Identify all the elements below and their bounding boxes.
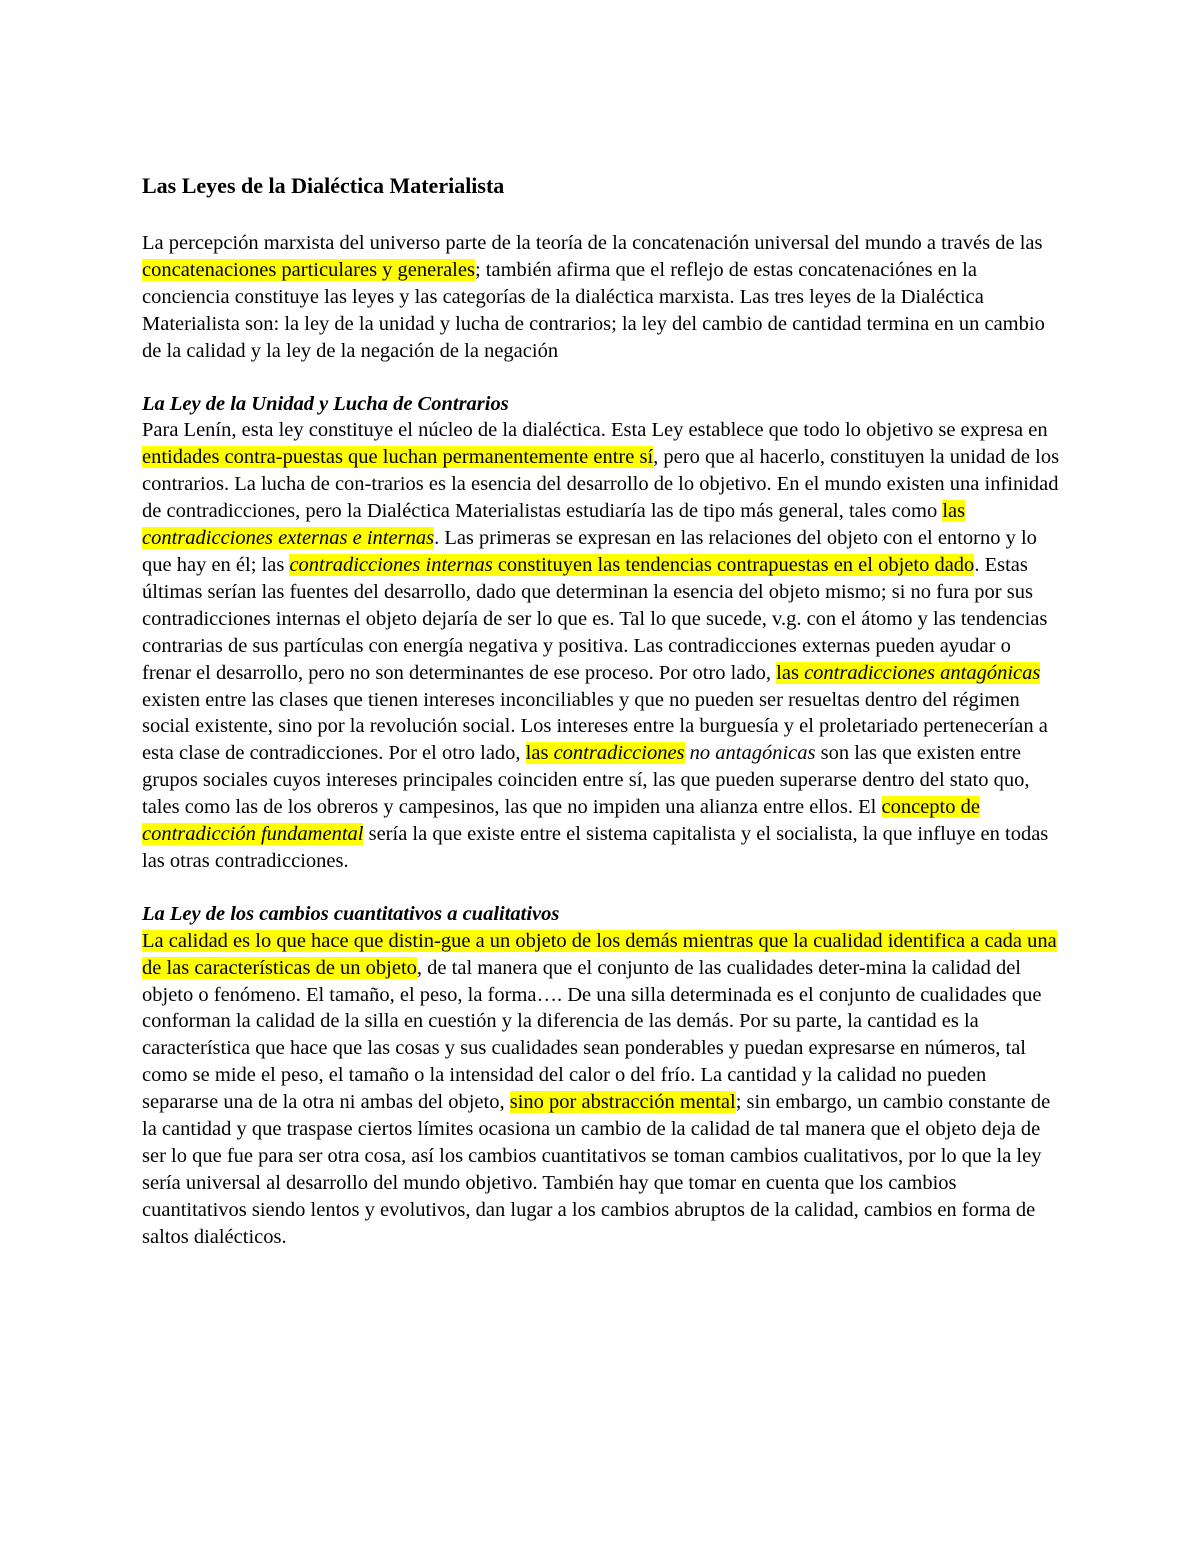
highlighted-text: contradicción fundamental	[142, 823, 364, 846]
section-paragraph-unidad-lucha	[142, 417, 1062, 874]
highlighted-text: La calidad es lo que hace que distin-gue a un objeto de los demás mientras que la cualidad identifica a cada una de las características de un objeto	[142, 929, 1057, 979]
highlighted-text: sino por abstracción mental	[509, 1091, 736, 1114]
highlighted-text: las	[525, 742, 554, 765]
highlighted-text: contradicciones externas e internas	[142, 527, 435, 550]
text-run: , de tal manera que el conjunto de las cualidades deter-mina la calidad del objeto o fenómeno. El tamaño, el peso, la forma…. De una silla determinada es el conjunto de cualidades que conforman la calidad de la silla en cuestión y la diferencia de las demás. Por su parte, la cantidad es la característica que hace que las cosas y sus cualidades sean ponderables y puedan expresarse en números, tal como se mide el peso, el tamaño o la intensidad del calor o del frío. La cantidad y la calidad no pueden separarse una de la otra ni ambas del objeto,	[142, 956, 1042, 1114]
section-heading-unidad-lucha: La Ley de la Unidad y Lucha de Contrarios	[142, 392, 509, 415]
highlighted-text: contradicciones	[553, 742, 685, 765]
text-run: sería la que existe entre el sistema capitalista y el socialista, la que influye en todas las otras contradicciones.	[142, 823, 1049, 872]
highlighted-text: concatenaciones particulares y generales	[142, 258, 475, 281]
highlighted-text: entidades contra-puestas que luchan permanentemente entre sí	[142, 446, 654, 469]
section-heading-cambios-cuantitativos: La Ley de los cambios cuantitativos a cualitativos	[142, 902, 560, 925]
document-title: Las Leyes de la Dialéctica Materialista	[142, 173, 505, 198]
highlighted-text: contradicciones internas	[289, 553, 493, 576]
highlighted-text: las	[942, 500, 966, 523]
text-run: no antagónicas	[684, 742, 816, 765]
section-paragraph-cambios-cuantitativos	[142, 928, 1062, 1251]
highlighted-text: concepto de	[881, 796, 980, 819]
text-run: . Las primeras se expresan en las relaciones del objeto con el entorno y lo que hay en él; las	[142, 527, 1037, 576]
document-body	[142, 170, 1062, 1251]
text-run: ; sin embargo, un cambio constante de la cantidad y que traspase ciertos límites ocasiona un cambio de la calidad de tal manera que el objeto deja de ser lo que fue para ser otra cosa, así los cambios cuantitativos se toman cambios cualitativos, por lo que la ley sería universal al desarrollo del mundo objetivo. También hay que tomar en cuenta que los cambios cuantitativos siendo lentos y evolutivos, dan lugar a los cambios abruptos de la calidad, cambios en forma de saltos dialécticos.	[142, 1091, 1051, 1248]
highlighted-text: las	[776, 661, 805, 684]
text-run: . Estas últimas serían las fuentes del desarrollo, dado que determinan la esencia del objeto mismo; si no fura por sus contradicciones internas el objeto dejaría de ser lo que es. Tal lo que sucede, v.g. con el átomo y las tendencias contrarias de sus partículas con energía negativa y positiva. Las contradicciones externas pueden ayudar o frenar el desarrollo, pero no son determinantes de ese proceso. Por otro lado,	[142, 553, 1048, 684]
intro-paragraph	[142, 230, 1062, 365]
highlighted-text: constituyen las tendencias contrapuestas en el objeto dado	[492, 553, 975, 576]
text-run: , pero que al hacerlo, constituyen la unidad de los contrarios. La lucha de con-trarios es la esencia del desarrollo de lo objetivo. En el mundo existen una infinidad de contradicciones, pero la Dialéctica Materialistas estudiaría las de tipo más general, tales como	[142, 446, 1060, 523]
text-run: Para Lenín, esta ley constituye el núcleo de la dialéctica. Esta Ley establece que todo lo objetivo se expresa en	[142, 419, 1048, 442]
text-run: La percepción marxista del universo parte de la teoría de la concatenación universal del mundo a través de las	[142, 232, 1043, 254]
text-run: existen entre las clases que tienen intereses inconciliables y que no pueden ser resueltas dentro del régimen social existente, sino por la revolución social. Los intereses entre la burguesía y el proletariado pertenecerían a esta clase de contradicciones. Por el otro lado,	[142, 688, 1048, 765]
text-run: ; también afirma que el reflejo de estas concatenaciónes en la conciencia constituye las leyes y las categorías de la dialéctica marxista. Las tres leyes de la Dialéctica Materialista son: la ley de la unidad y lucha de contrarios; la ley del cambio de cantidad termina en un cambio de la calidad y la ley de la negación de la negación	[142, 258, 1045, 362]
text-run: son las que existen entre grupos sociales cuyos intereses principales coinciden entre sí, las que pueden superarse dentro del stato quo, tales como las de los obreros y campesinos, las que no impiden una alianza entre ellos. El	[142, 742, 1030, 819]
highlighted-text: contradicciones antagónicas	[804, 661, 1041, 684]
